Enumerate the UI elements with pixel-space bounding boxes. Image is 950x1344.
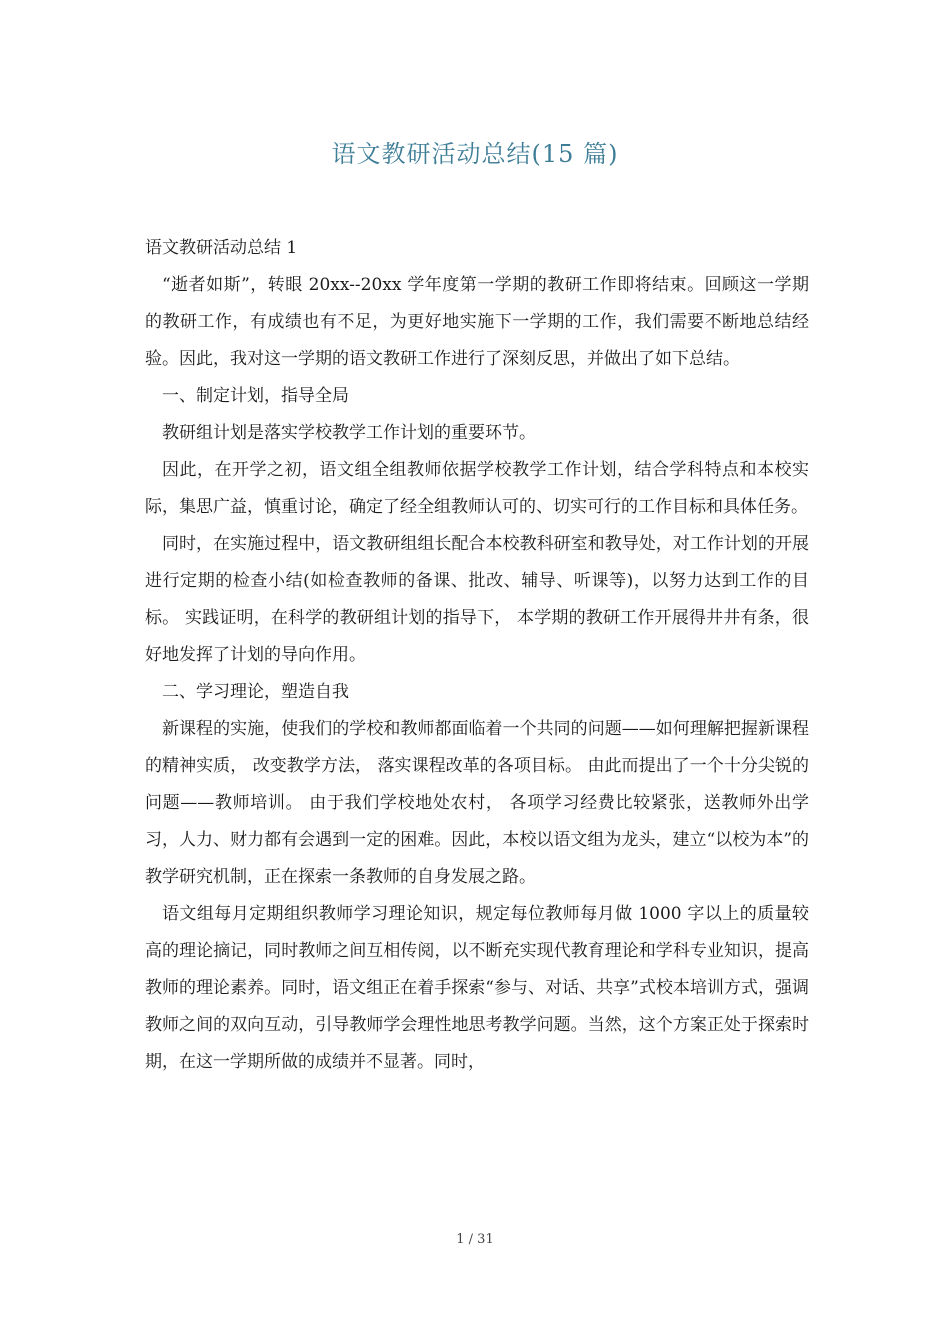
- subheading: 二、学习理论，塑造自我: [162, 682, 349, 702]
- paragraph: 新课程的实施，使我们的学校和教师都面临着一个共同的问题——如何理解把握新课程的精神实质， 改变教学方法， 落实课程改革的各项目标。 由此而提出了一个十分尖锐的问题——教师培训。 由于我们学校地处农村， 各项学习经费比较紧张，送教师外出学习，人力、财力都有会遇到一定的困难。因此，本校以语文组为龙头，建立“以校为本”的教学研究机制，正在探索一条教师的自身发展之路。: [145, 719, 809, 887]
- document-title: 语文教研活动总结(15 篇): [331, 140, 619, 168]
- paragraph: 同时，在实施过程中，语文教研组组长配合本校教科研室和教导处，对工作计划的开展进行定期的检查小结(如检查教师的备课、批改、辅导、听课等)，以努力达到工作的目标。 实践证明，在科学的教研组计划的指导下， 本学期的教研工作开展得井井有条，很好地发挥了计划的导向作用。: [145, 534, 809, 665]
- paragraph: 教研组计划是落实学校教学工作计划的重要环节。: [162, 423, 536, 443]
- paragraph: “逝者如斯”，转眼 20xx--20xx 学年度第一学期的教研工作即将结束。回顾这一学期的教研工作，有成绩也有不足，为更好地实施下一学期的工作，我们需要不断地总结经验。因此，我对这一学期的语文教研工作进行了深刻反思，并做出了如下总结。: [145, 275, 809, 369]
- subheading: 一、制定计划，指导全局: [162, 386, 349, 406]
- section-heading: 语文教研活动总结 1: [145, 238, 298, 258]
- paragraph: 语文组每月定期组织教师学习理论知识，规定每位教师每月做 1000 字以上的质量较高的理论摘记，同时教师之间互相传阅，以不断充实现代教育理论和学科专业知识，提高教师的理论素养。同时，语文组正在着手探索“参与、对话、共享”式校本培训方式，强调教师之间的双向互动，引导教师学会理性地思考教学问题。当然，这个方案正处于探索时期，在这一学期所做的成绩并不显著。同时，: [145, 904, 809, 1072]
- page-number: 1 / 31: [456, 1232, 494, 1247]
- document-body: [145, 230, 809, 1081]
- paragraph: 因此，在开学之初，语文组全组教师依据学校教学工作计划，结合学科特点和本校实际，集思广益，慎重讨论，确定了经全组教师认可的、切实可行的工作目标和具体任务。: [145, 460, 809, 517]
